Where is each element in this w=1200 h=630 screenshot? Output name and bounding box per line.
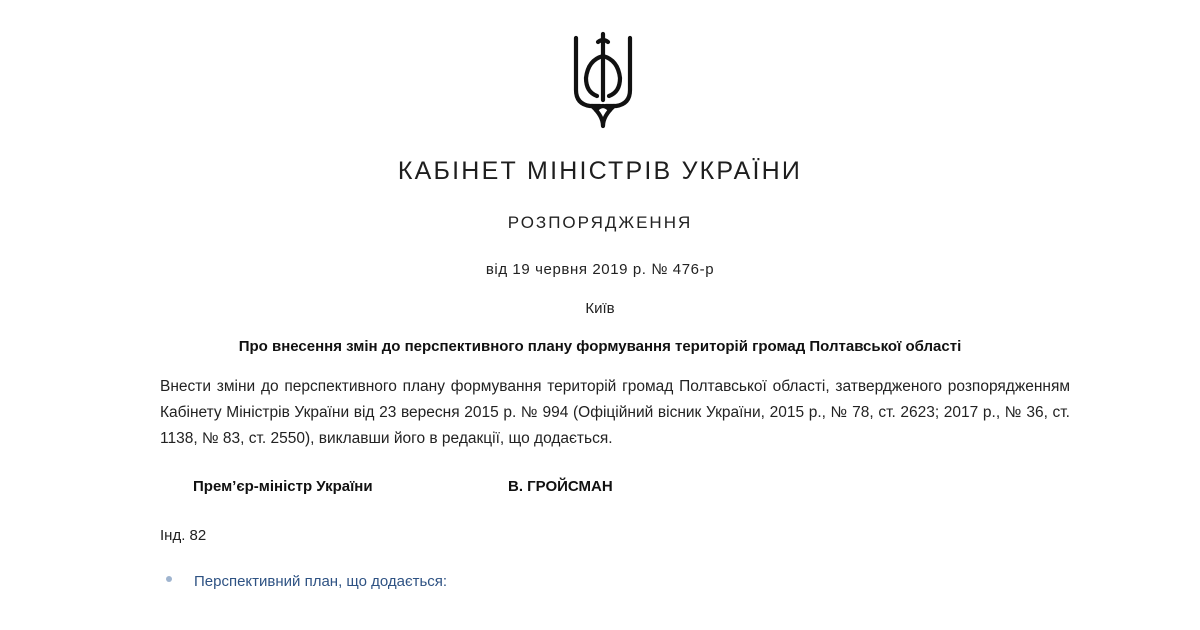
document-type: РОЗПОРЯДЖЕННЯ <box>507 213 693 232</box>
bullet-icon <box>166 576 172 582</box>
document-index: Інд. 82 <box>160 527 207 544</box>
document-subject: Про внесення змін до перспективного плану формування територій громад Полтавської області <box>238 338 962 355</box>
signatory-position: Прем’єр-міністр України <box>193 478 373 495</box>
ukraine-trident-icon <box>570 30 636 130</box>
attachments-list <box>166 573 447 590</box>
document-body: Внести зміни до перспективного плану формування територій громад Полтавської області, затвердженого розпорядженням Кабінету Міністрів України від 23 вересня 2015 р. № 994 (Офіційний вісник України, 2015 р., № 78, ст. 2623; 2017 р., № 36, ст. 1138, № 83, ст. 2550), виклавши його в редакції, що додається. <box>160 378 1070 447</box>
list-item <box>166 573 447 590</box>
document-date-number: від 19 червня 2019 р. № 476-р <box>485 261 715 278</box>
document-city: Київ <box>585 300 615 317</box>
signatory-name: В. ГРОЙСМАН <box>508 478 613 495</box>
attachment-link[interactable]: Перспективний план, що додається: <box>194 573 448 590</box>
organization-title: КАБІНЕТ МІНІСТРІВ УКРАЇНИ <box>397 157 803 185</box>
